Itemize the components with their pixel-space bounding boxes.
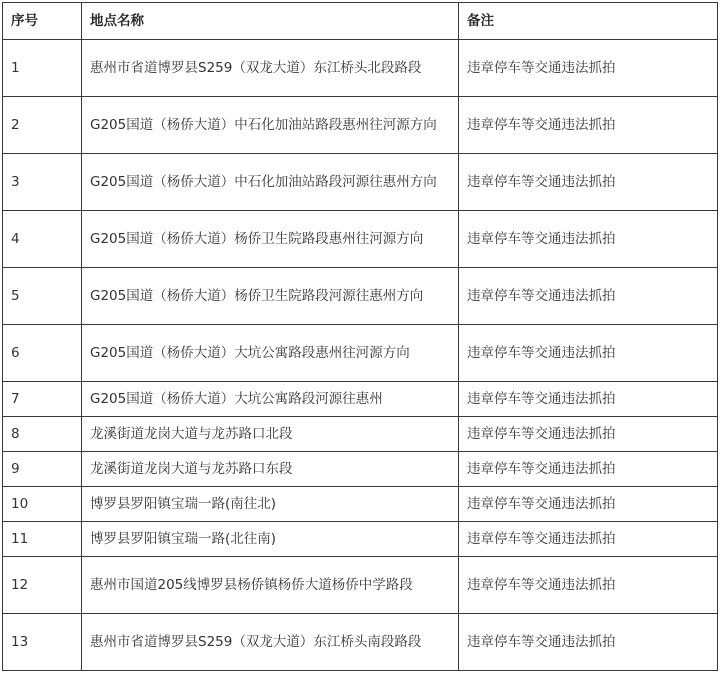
row-no: 4 [3,211,82,268]
row-no: 1 [3,40,82,97]
row-no: 2 [3,97,82,154]
table-row [3,614,718,671]
row-name: 惠州市省道博罗县S259（双龙大道）东江桥头北段路段 [82,40,459,97]
header-remark: 备注 [459,3,718,40]
row-remark: 违章停车等交通违法抓拍 [459,452,718,487]
table-row [3,452,718,487]
row-no: 13 [3,614,82,671]
row-remark: 违章停车等交通违法抓拍 [459,268,718,325]
row-remark: 违章停车等交通违法抓拍 [459,211,718,268]
row-name: 龙溪街道龙岗大道与龙苏路口北段 [82,417,459,452]
row-no: 11 [3,522,82,557]
row-no: 12 [3,557,82,614]
row-name: G205国道（杨侨大道）杨侨卫生院路段惠州往河源方向 [82,211,459,268]
table-row [3,417,718,452]
row-name: G205国道（杨侨大道）中石化加油站路段惠州往河源方向 [82,97,459,154]
row-name: 博罗县罗阳镇宝瑞一路(南往北) [82,487,459,522]
row-no: 5 [3,268,82,325]
table-row [3,211,718,268]
header-no: 序号 [3,3,82,40]
row-name: G205国道（杨侨大道）大坑公寓路段惠州往河源方向 [82,325,459,382]
row-remark: 违章停车等交通违法抓拍 [459,487,718,522]
row-no: 8 [3,417,82,452]
table-row [3,97,718,154]
table-row [3,325,718,382]
row-remark: 违章停车等交通违法抓拍 [459,97,718,154]
table-row [3,487,718,522]
row-name: G205国道（杨侨大道）杨侨卫生院路段河源往惠州方向 [82,268,459,325]
row-name: 惠州市省道博罗县S259（双龙大道）东江桥头南段路段 [82,614,459,671]
row-remark: 违章停车等交通违法抓拍 [459,557,718,614]
row-name: 博罗县罗阳镇宝瑞一路(北往南) [82,522,459,557]
table-row [3,382,718,417]
row-no: 3 [3,154,82,211]
row-remark: 违章停车等交通违法抓拍 [459,522,718,557]
table-row [3,557,718,614]
camera-location-table [2,2,718,671]
row-no: 6 [3,325,82,382]
row-remark: 违章停车等交通违法抓拍 [459,325,718,382]
row-remark: 违章停车等交通违法抓拍 [459,154,718,211]
row-no: 7 [3,382,82,417]
row-name: 惠州市国道205线博罗县杨侨镇杨侨大道杨侨中学路段 [82,557,459,614]
header-name: 地点名称 [82,3,459,40]
row-no: 9 [3,452,82,487]
table-row [3,268,718,325]
table-header-row [3,3,718,40]
row-name: G205国道（杨侨大道）中石化加油站路段河源往惠州方向 [82,154,459,211]
row-remark: 违章停车等交通违法抓拍 [459,614,718,671]
row-remark: 违章停车等交通违法抓拍 [459,40,718,97]
table-row [3,40,718,97]
row-remark: 违章停车等交通违法抓拍 [459,382,718,417]
row-no: 10 [3,487,82,522]
table-row [3,154,718,211]
row-name: G205国道（杨侨大道）大坑公寓路段河源往惠州 [82,382,459,417]
table-row [3,522,718,557]
row-name: 龙溪街道龙岗大道与龙苏路口东段 [82,452,459,487]
row-remark: 违章停车等交通违法抓拍 [459,417,718,452]
